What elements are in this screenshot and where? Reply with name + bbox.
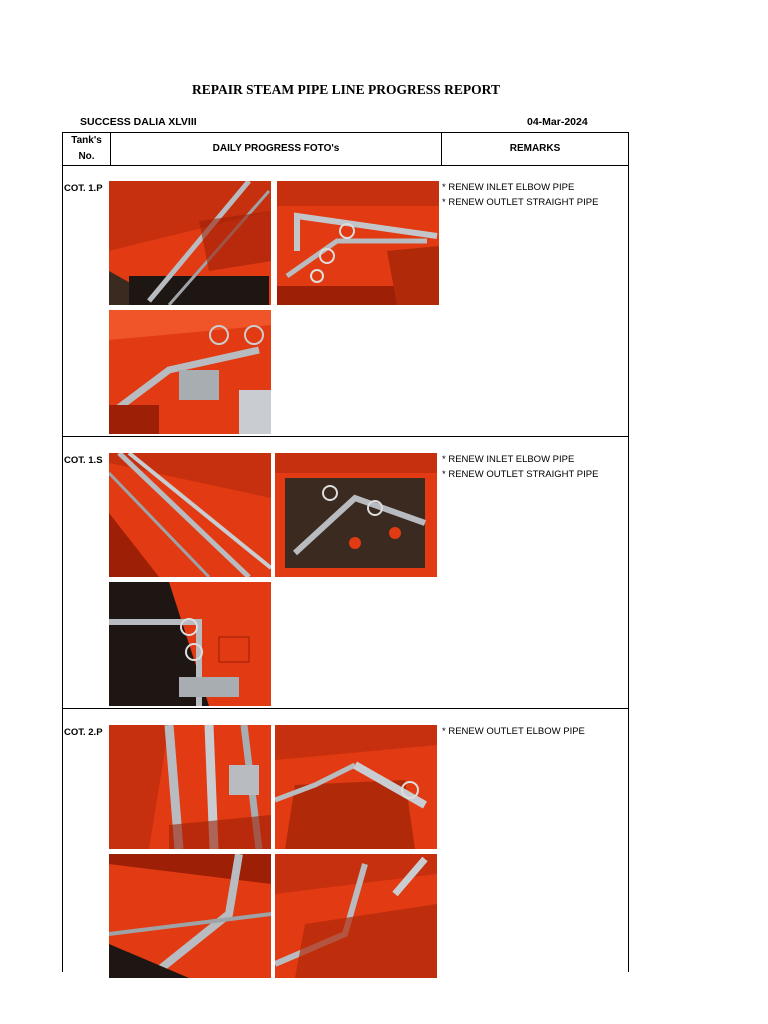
remark-item: * RENEW OUTLET STRAIGHT PIPE	[442, 468, 599, 480]
remark-list	[442, 181, 598, 210]
section-divider	[63, 436, 628, 437]
header-daily-progress-fotos: DAILY PROGRESS FOTO's	[111, 133, 442, 165]
progress-photo	[109, 310, 271, 434]
progress-photo	[109, 854, 271, 978]
tank-label-cot-2p: COT. 2.P	[64, 727, 103, 738]
remark-list	[442, 453, 598, 482]
table-header	[63, 133, 628, 166]
progress-photo	[275, 453, 437, 577]
progress-photo	[109, 582, 271, 706]
remark-item: * RENEW INLET ELBOW PIPE	[442, 454, 575, 465]
header-remarks: REMARKS	[509, 143, 561, 154]
vessel-name: SUCCESS DALIA XLVIII	[80, 116, 197, 128]
remark-item: * RENEW OUTLET STRAIGHT PIPE	[442, 196, 599, 208]
report-title: REPAIR STEAM PIPE LINE PROGRESS REPORT	[192, 82, 500, 97]
progress-photo	[109, 181, 271, 305]
progress-photo	[275, 854, 437, 978]
progress-table	[62, 132, 629, 972]
section-divider	[63, 708, 628, 709]
progress-photo	[277, 181, 439, 305]
report-date: 04-Mar-2024	[527, 116, 588, 128]
progress-photo	[109, 453, 271, 577]
progress-photo	[109, 725, 271, 849]
header-tank-no: Tank's No.	[63, 133, 111, 165]
tank-label-cot-1s: COT. 1.S	[64, 455, 103, 466]
tank-label-cot-1p: COT. 1.P	[64, 183, 103, 194]
progress-photo	[275, 725, 437, 849]
remark-item: * RENEW OUTLET ELBOW PIPE	[442, 726, 585, 737]
remark-item: * RENEW INLET ELBOW PIPE	[442, 182, 575, 193]
remark-list	[442, 725, 585, 740]
